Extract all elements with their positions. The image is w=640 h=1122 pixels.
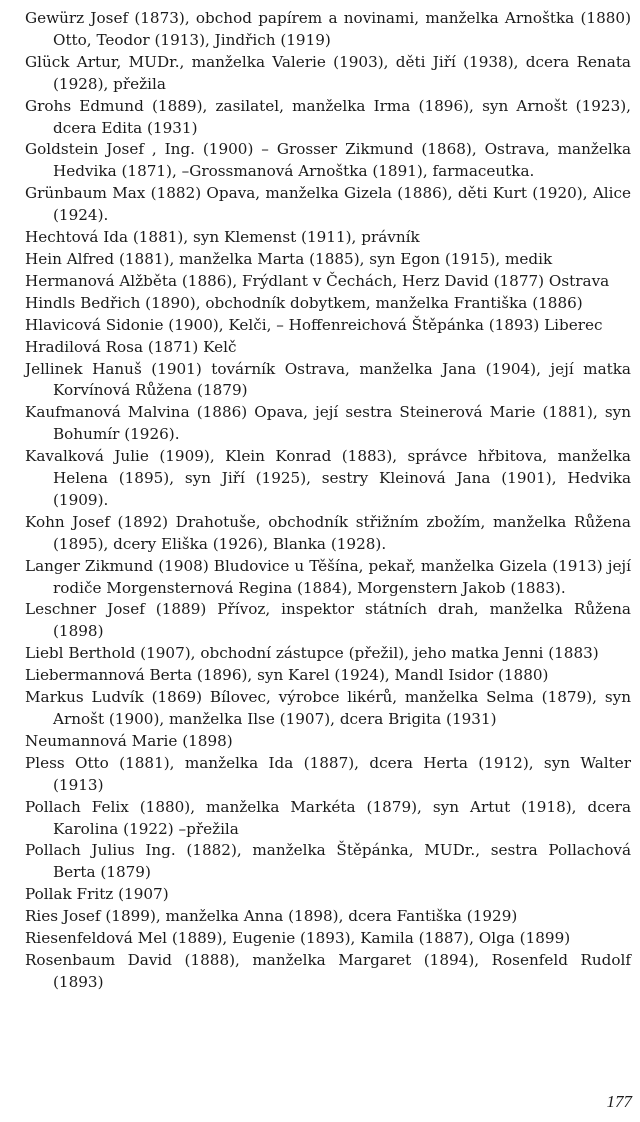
list-item: Pollak Fritz (1907) <box>25 885 169 904</box>
list-item: Kohn Josef (1892) Drahotuše, obchodník střižním zbožím, manželka Růžena (1895), dcery Eliška (1926), Blanka (1928). <box>25 512 631 553</box>
list-item: Jellinek Hanuš (1901) továrník Ostrava, manželka Jana (1904), její matka Korvínová Růžena (1879) <box>25 359 631 400</box>
list-item: Glück Artur, MUDr., manželka Valerie (1903), děti Jiří (1938), dcera Renata (1928), přežila <box>25 52 631 93</box>
list-item: Gewürz Josef (1873), obchod papírem a novinami, manželka Arnoštka (1880) Otto, Teodor (1913), Jindřich (1919) <box>25 9 631 49</box>
list-item: Neumannová Marie (1898) <box>25 731 233 750</box>
list-item: Hlavicová Sidonie (1900), Kelči, – Hoffenreichová Štěpánka (1893) Liberec <box>25 315 603 334</box>
page-number: 177 <box>606 1092 632 1111</box>
list-item: Pless Otto (1881), manželka Ida (1887), dcera Herta (1912), syn Walter (1913) <box>25 753 631 794</box>
entry-list <box>25 8 631 994</box>
list-item: Rosenbaum David (1888), manželka Margaret (1894), Rosenfeld Rudolf (1893) <box>25 950 631 991</box>
list-item: Riesenfeldová Mel (1889), Eugenie (1893), Kamila (1887), Olga (1899) <box>25 929 571 948</box>
list-item: Hermanová Alžběta (1886), Frýdlant v Čechách, Herz David (1877) Ostrava <box>25 271 610 290</box>
list-item: Ries Josef (1899), manželka Anna (1898), dcera Fantiška (1929) <box>25 907 518 926</box>
list-item: Liebl Berthold (1907), obchodní zástupce (přežil), jeho matka Jenni (1883) <box>25 644 599 663</box>
list-item: Hindls Bedřich (1890), obchodník dobytkem, manželka Františka (1886) <box>25 293 583 312</box>
list-item: Langer Zikmund (1908) Bludovice u Těšína, pekař, manželka Gizela (1913) její rodiče Morgensternová Regina (1884), Morgenstern Jakob (1883). <box>25 556 631 597</box>
list-item: Markus Ludvík (1869) Bílovec, výrobce likérů, manželka Selma (1879), syn Arnošt (1900), manželka Ilse (1907), dcera Brigita (1931) <box>25 688 631 728</box>
list-item: Hein Alfred (1881), manželka Marta (1885), syn Egon (1915), medik <box>25 249 553 268</box>
list-item: Grünbaum Max (1882) Opava, manželka Gizela (1886), děti Kurt (1920), Alice (1924). <box>25 184 631 225</box>
list-item: Kavalková Julie (1909), Klein Konrad (1883), správce hřbitova, manželka Helena (1895), syn Jiří (1925), sestry Kleinová Jana (1901), Hedvika (1909). <box>25 447 631 509</box>
list-item: Hradilová Rosa (1871) Kelč <box>25 337 237 356</box>
list-item: Grohs Edmund (1889), zasilatel, manželka Irma (1896), syn Arnošt (1923), dcera Edita (1931) <box>25 96 631 137</box>
list-item: Kaufmanová Malvina (1886) Opava, její sestra Steinerová Marie (1881), syn Bohumír (1926). <box>25 403 631 444</box>
list-item: Hechtová Ida (1881), syn Klemenst (1911), právník <box>25 228 420 247</box>
list-item: Pollach Julius Ing. (1882), manželka Štěpánka, MUDr., sestra Pollachová Berta (1879) <box>25 841 631 882</box>
list-item: Goldstein Josef , Ing. (1900) – Grosser Zikmund (1868), Ostrava, manželka Hedvika (1871), –Grossmanová Arnoštka (1891), farmaceutka. <box>25 140 631 181</box>
list-item: Liebermannová Berta (1896), syn Karel (1924), Mandl Isidor (1880) <box>25 666 549 685</box>
list-item: Pollach Felix (1880), manželka Markéta (1879), syn Artut (1918), dcera Karolina (1922) –přežila <box>25 797 631 838</box>
list-item: Leschner Josef (1889) Přívoz, inspektor státních drah, manželka Růžena (1898) <box>25 600 631 641</box>
